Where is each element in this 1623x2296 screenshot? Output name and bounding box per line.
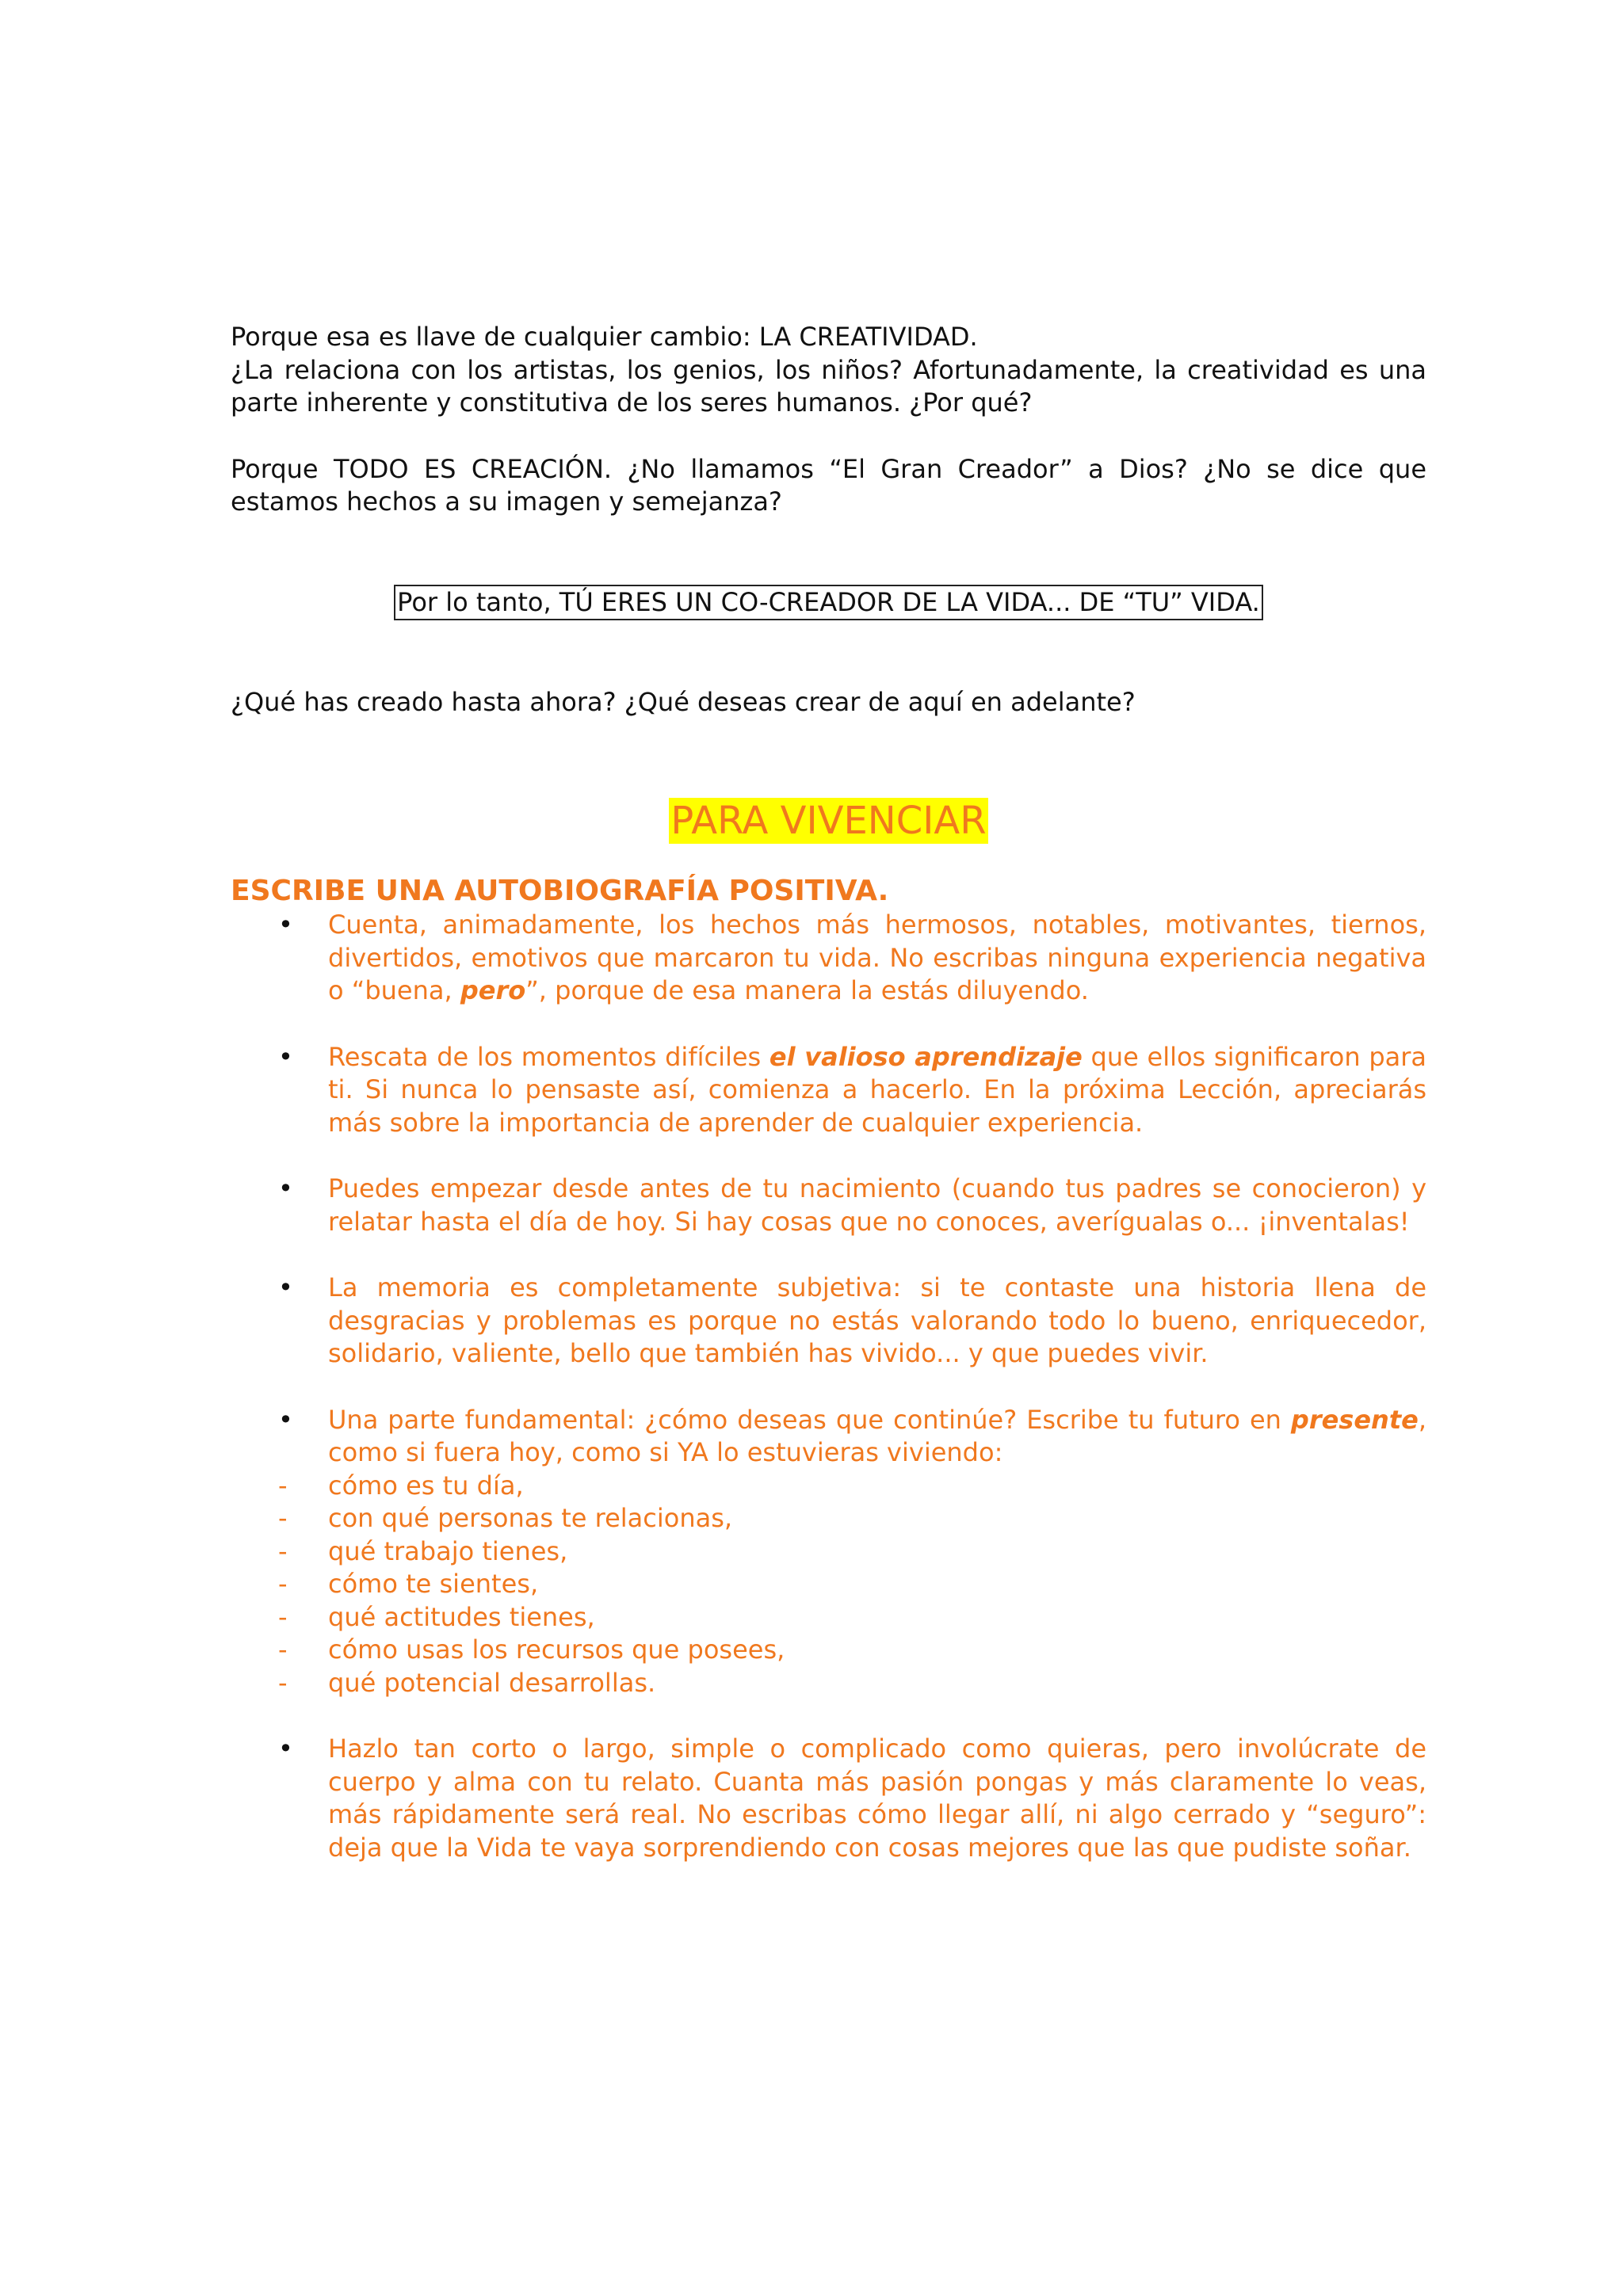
emphasis-pero: pero bbox=[460, 975, 526, 1005]
list-item bbox=[231, 1733, 1426, 1864]
sublist-item: - cómo te sientes, bbox=[231, 1568, 1426, 1601]
bullet-icon: • bbox=[278, 1272, 293, 1302]
sublist-item: - cómo usas los recursos que posees, bbox=[231, 1634, 1426, 1667]
boxed-statement-wrap bbox=[231, 585, 1426, 620]
bullet-icon: • bbox=[278, 1173, 293, 1203]
intro-paragraph-2: Porque TODO ES CREACIÓN. ¿No llamamos “El Gran Creador” a Dios? ¿No se dice que estamos hechos a su imagen y semejanza? bbox=[231, 453, 1426, 517]
bullet-text-1: Cuenta, animadamente, los hechos más hermosos, notables, motivantes, tiernos, divertidos, emotivos que marcaron tu vida. No escribas ninguna experiencia negativa o “buena, pero”, porque de esa manera la estás diluyendo. bbox=[328, 910, 1426, 1005]
section-heading: PARA VIVENCIAR bbox=[670, 799, 987, 843]
bullet-icon: • bbox=[278, 910, 293, 940]
boxed-statement: Por lo tanto, TÚ ERES UN CO-CREADOR DE LA VIDA... DE “TU” VIDA. bbox=[394, 585, 1263, 620]
bullet-text-2: Rescata de los momentos difíciles el valioso aprendizaje que ellos significaron para ti. Si nunca lo pensaste así, comienza a hacerlo. En la próxima Lección, apreciarás más sobre la importancia de aprender de cualquier experiencia. bbox=[328, 1041, 1427, 1138]
dash-icon: - bbox=[278, 1535, 288, 1566]
bullet-text-3: Puedes empezar desde antes de tu nacimiento (cuando tus padres se conocieron) y relatar hasta el día de hoy. Si hay cosas que no conoces, averígualas o... ¡inventalas! bbox=[328, 1173, 1426, 1237]
dash-icon: - bbox=[278, 1569, 288, 1599]
intro-question: ¿Qué has creado hasta ahora? ¿Qué deseas crear de aquí en adelante? bbox=[231, 686, 1136, 717]
bullet-text-4: La memoria es completamente subjetiva: si te contaste una historia llena de desgracias y problemas es porque no estás valorando todo lo bueno, enriquecedor, solidario, valiente, bello que también has vivido... y que puedes vivir. bbox=[328, 1272, 1426, 1368]
dash-icon: - bbox=[278, 1503, 288, 1533]
intro-paragraph-1 bbox=[231, 321, 1426, 420]
list-item bbox=[231, 1041, 1426, 1140]
bullet-icon: • bbox=[278, 1404, 293, 1435]
bullet-icon: • bbox=[278, 1733, 293, 1764]
section-subheading: ESCRIBE UNA AUTOBIOGRAFÍA POSITIVA. bbox=[231, 875, 889, 907]
intro-creatividad-text: ¿La relaciona con los artistas, los genios, los niños? Afortunadamente, la creatividad es una parte inherente y constitutiva de los seres humanos. ¿Por qué? bbox=[231, 354, 1426, 418]
emphasis-aprendizaje: el valioso aprendizaje bbox=[769, 1041, 1083, 1072]
dash-icon: - bbox=[278, 1667, 288, 1698]
future-sublist bbox=[231, 1470, 1426, 1700]
list-item bbox=[231, 1404, 1426, 1700]
list-item bbox=[231, 1272, 1426, 1371]
sublist-item: - qué actitudes tienes, bbox=[231, 1601, 1426, 1634]
intro-line-creatividad: Porque esa es llave de cualquier cambio: LA CREATIVIDAD. bbox=[231, 322, 978, 352]
bullet-text-6: Hazlo tan corto o largo, simple o complicado como quieras, pero involúcrate de cuerpo y alma con tu relato. Cuanta más pasión pongas y más claramente lo veas, más rápidamente será real. No escribas cómo llegar allí, ni algo cerrado y “seguro”: deja que la Vida te vaya sorprendiendo con cosas mejores que las que pudiste soñar. bbox=[328, 1733, 1426, 1863]
instructions-list bbox=[231, 909, 1426, 1864]
list-item bbox=[231, 1173, 1426, 1238]
dash-icon: - bbox=[278, 1470, 288, 1501]
sublist-item: - con qué personas te relacionas, bbox=[231, 1502, 1426, 1535]
dash-icon: - bbox=[278, 1601, 288, 1632]
list-item bbox=[231, 909, 1426, 1008]
dash-icon: - bbox=[278, 1634, 288, 1665]
sublist-item: - qué trabajo tienes, bbox=[231, 1535, 1426, 1569]
emphasis-presente: presente bbox=[1290, 1404, 1419, 1435]
bullet-text-5: Una parte fundamental: ¿cómo deseas que continúe? Escribe tu futuro en presente, como si fuera hoy, como si YA lo estuvieras viviendo: bbox=[328, 1404, 1426, 1467]
sublist-item: - qué potencial desarrollas. bbox=[231, 1667, 1426, 1700]
sublist-item: - cómo es tu día, bbox=[231, 1470, 1426, 1503]
section-heading-wrap bbox=[231, 798, 1426, 844]
page-content bbox=[231, 321, 1426, 1864]
bullet-icon: • bbox=[278, 1041, 293, 1072]
